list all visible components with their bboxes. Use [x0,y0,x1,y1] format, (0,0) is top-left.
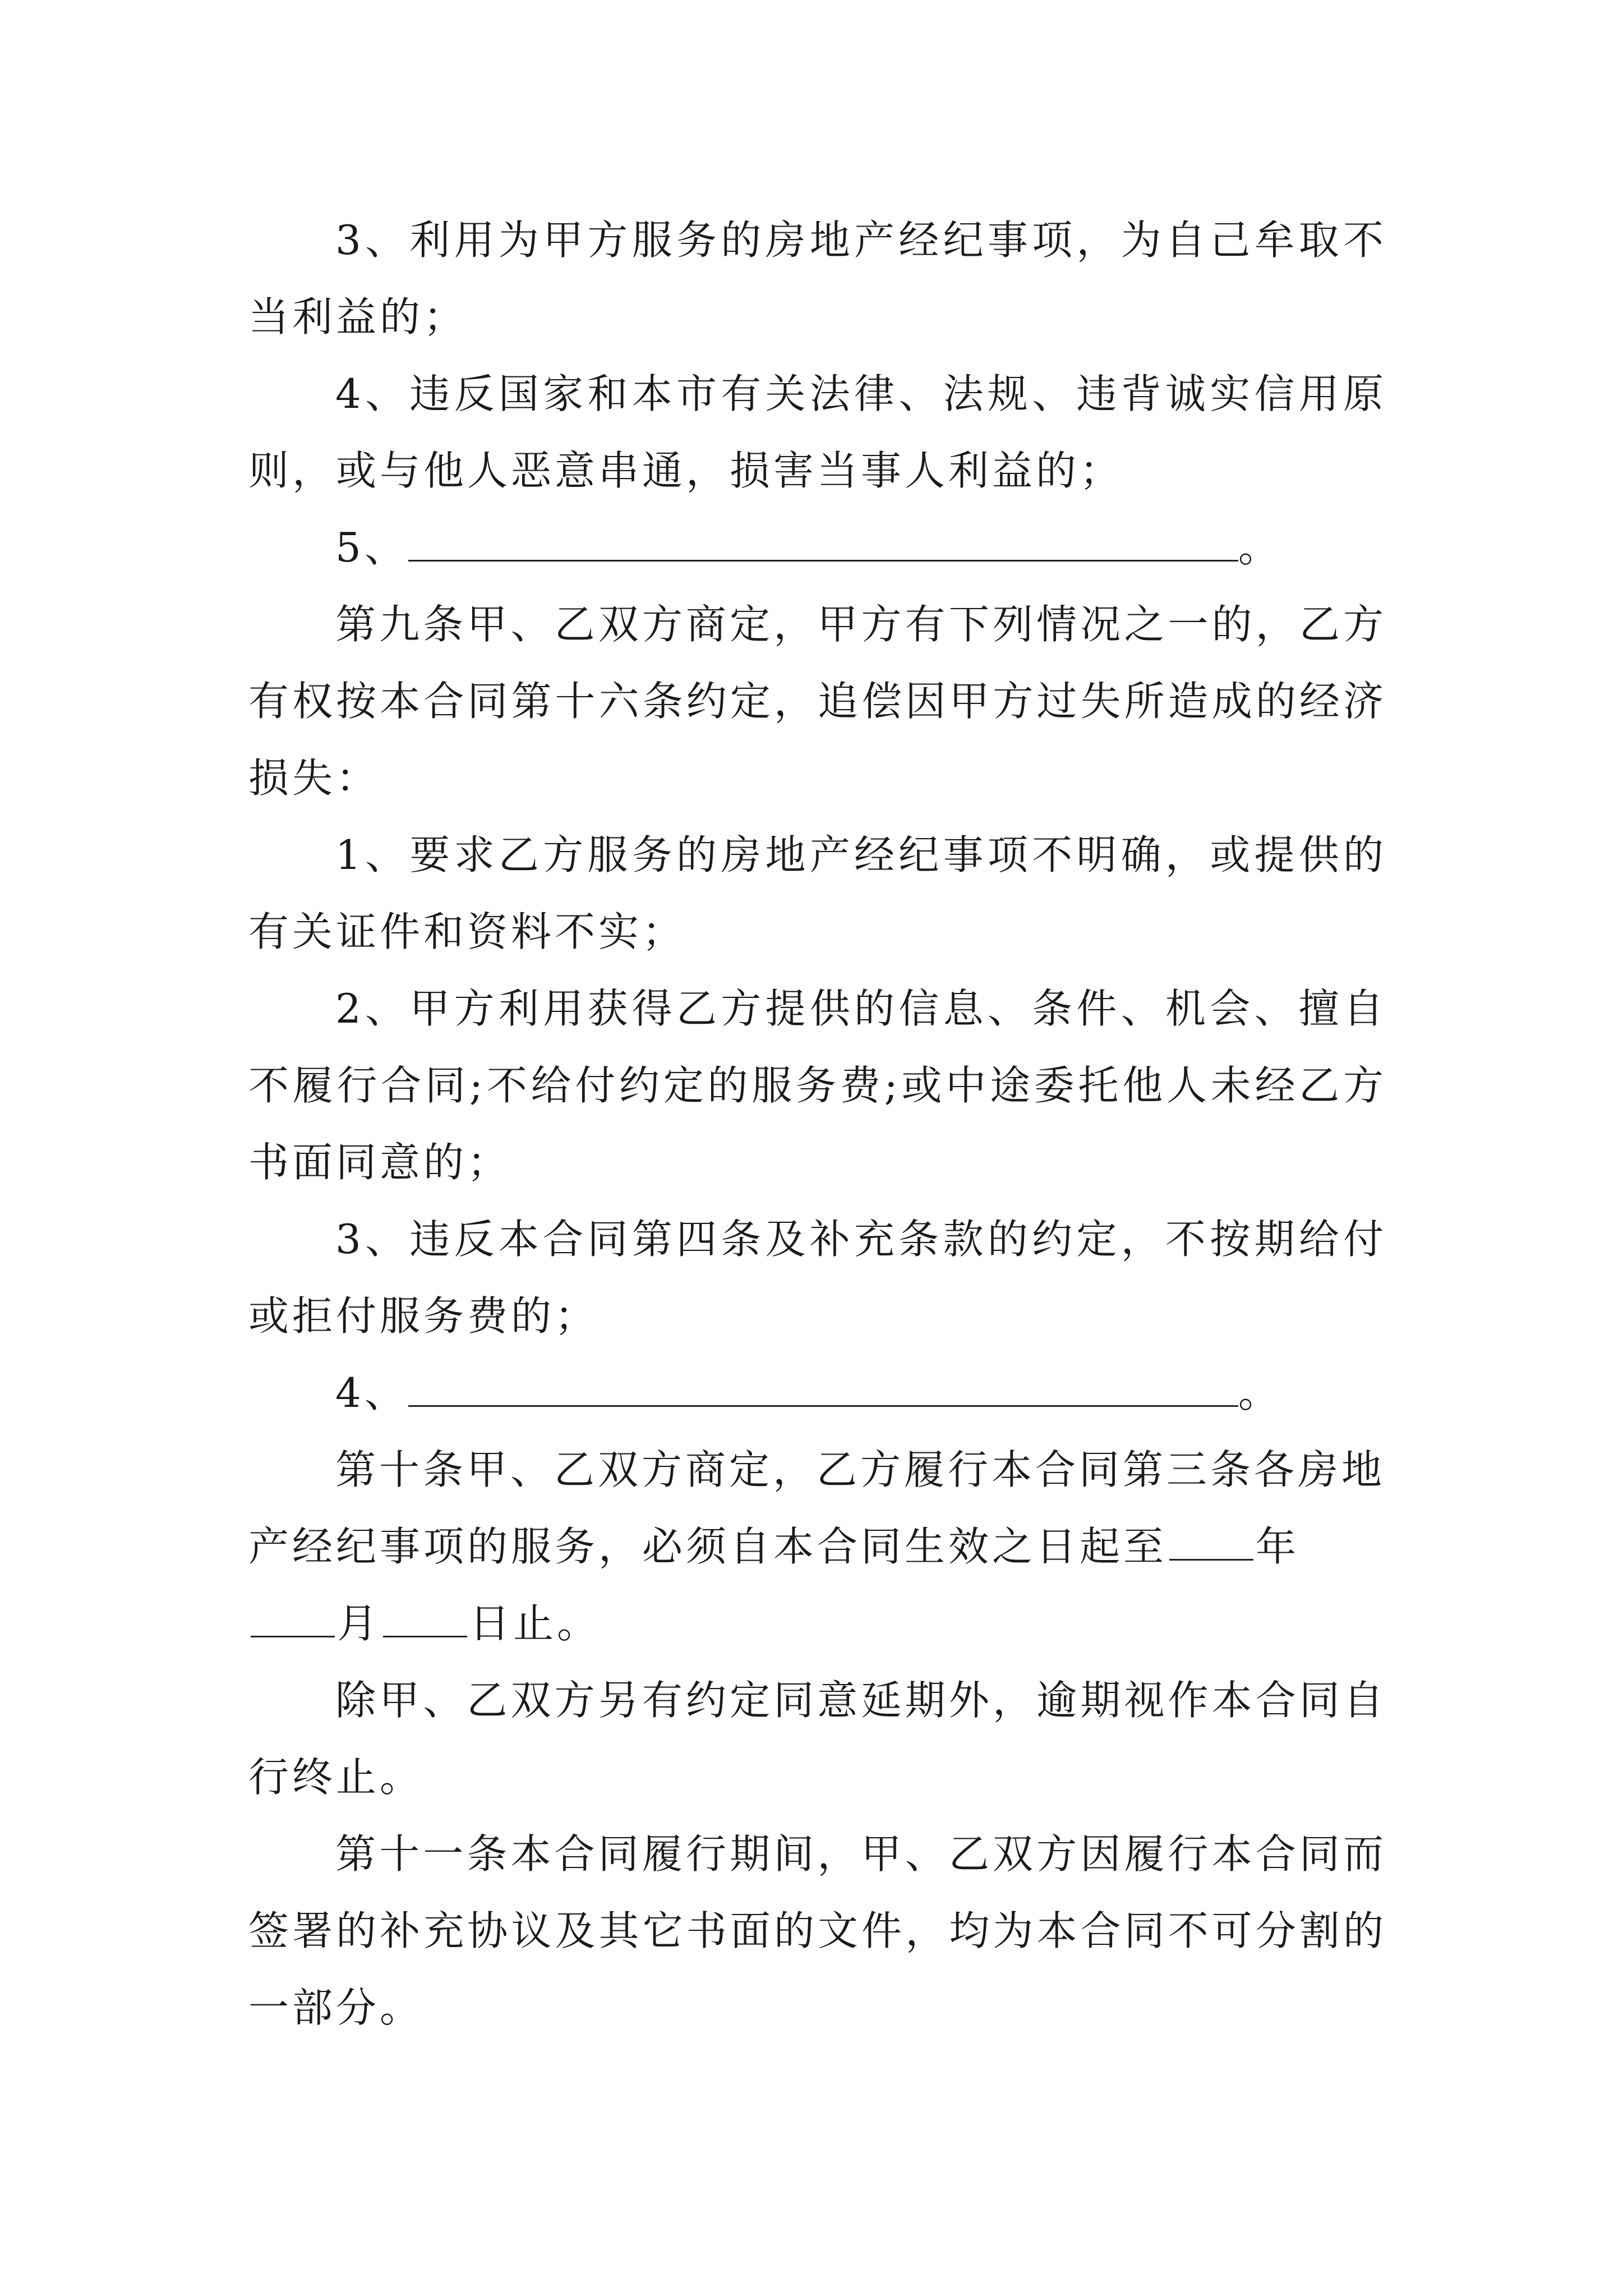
day-blank [383,1586,467,1637]
day-suffix: 日止。 [469,1600,601,1647]
fill-in-blank [408,1356,1238,1407]
item-number: 4、 [335,1369,408,1416]
article-nine-item-1: 1、要求乙方服务的房地产经纪事项不明确，或提供的有关证件和资料不实； [248,831,1387,955]
article-ten-text: 第十条甲、乙双方商定，乙方履行本合同第三条各房地产经纪事项的服务，必须自本合同生效之日起至 [248,1446,1386,1570]
article-ten [248,1432,1387,1662]
clause-item-5-blank [248,509,1387,586]
clause-item-4: 4、违反国家和本市有关法律、法规、违背诚实信用原则，或与他人恶意串通，损害当事人利益的； [248,370,1387,494]
fill-in-blank [408,510,1238,562]
article-nine-item-3: 3、违反本合同第四条及补充条款的约定，不按期给付或拒付服务费的； [248,1216,1387,1340]
article-nine-item-2: 2、甲方利用获得乙方提供的信息、条件、机会、擅自不履行合同;不给付约定的服务费;或中途委托他人未经乙方书面同意的； [248,985,1387,1186]
item-end-mark: 。 [1238,524,1282,571]
item-end-mark: 。 [1238,1369,1282,1416]
year-label: 年 [1256,1523,1300,1570]
document-body [248,202,1387,2046]
article-nine: 第九条甲、乙双方商定，甲方有下列情况之一的，乙方有权按本合同第十六条约定，追偿因甲方过失所造成的经济损失： [248,601,1387,802]
article-nine-item-4-blank [248,1355,1387,1432]
item-number: 5、 [335,524,408,571]
year-blank [1169,1510,1253,1561]
clause-item-3: 3、利用为甲方服务的房地产经纪事项，为自己牟取不当利益的； [248,217,1387,341]
month-blank [251,1586,335,1637]
article-eleven: 第十一条本合同履行期间，甲、乙双方因履行本合同而签署的补充协议及其它书面的文件，均为本合同不可分割的一部分。 [248,1830,1387,2031]
month-label: 月 [337,1600,381,1647]
extension-clause: 除甲、乙双方另有约定同意延期外，逾期视作本合同自行终止。 [248,1677,1387,1801]
